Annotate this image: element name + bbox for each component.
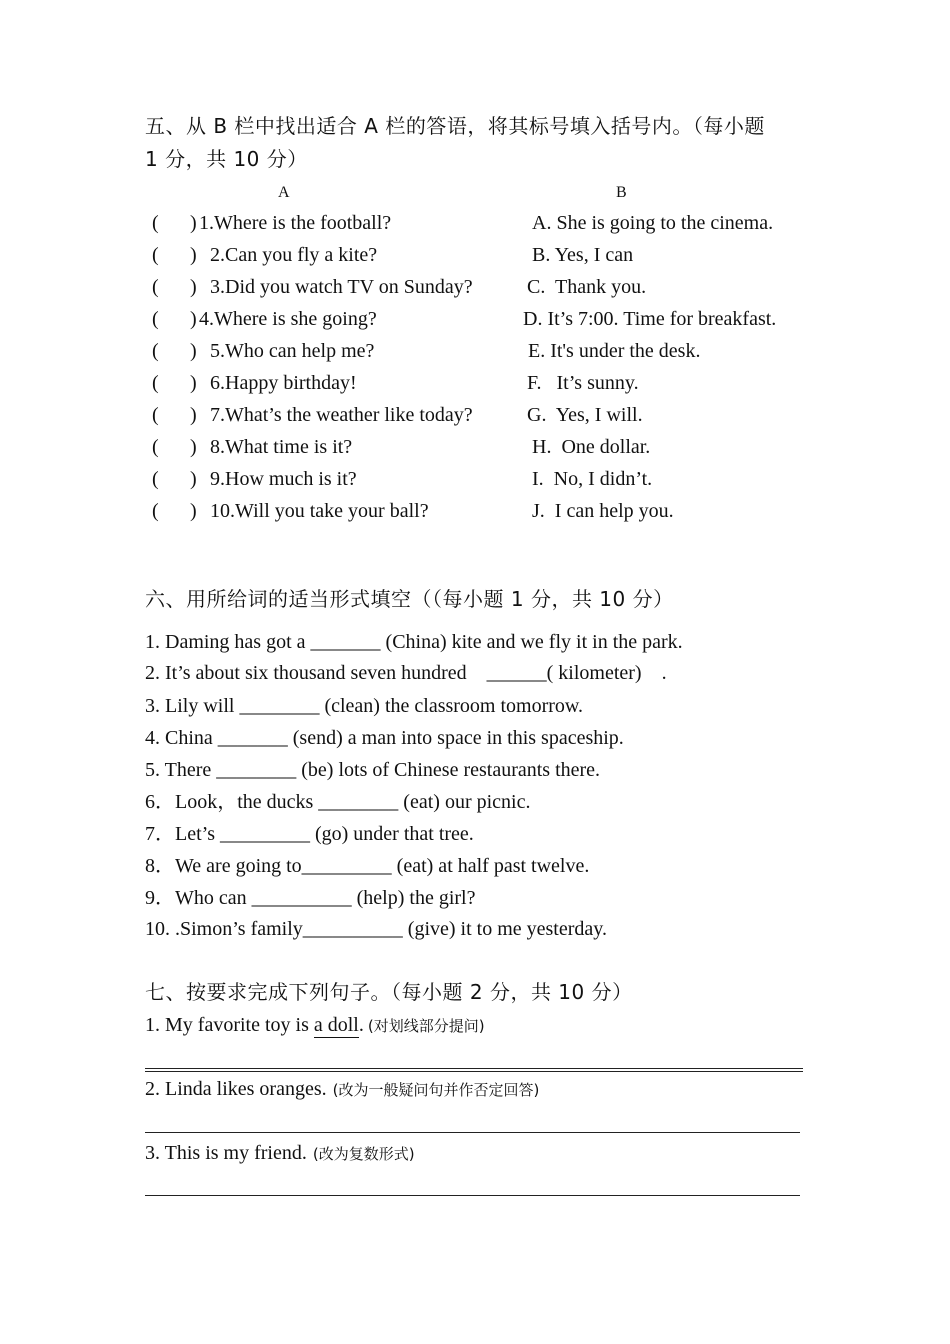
- question-3: 3.Did you watch TV on Sunday?: [210, 276, 473, 298]
- answer-paren-open: (: [152, 340, 159, 362]
- answer-paren-open: (: [152, 372, 159, 394]
- fill-item-10: 10. .Simon’s family__________ (give) it to me yesterday.: [145, 918, 607, 940]
- answer-paren-close: ): [190, 372, 197, 394]
- answer-paren-close: ): [190, 340, 197, 362]
- column-b-label: B: [616, 184, 627, 201]
- sentence-1-period: .: [358, 1014, 364, 1036]
- answer-paren-open: (: [152, 468, 159, 490]
- answer-paren-close: ): [190, 244, 197, 266]
- answer-paren-open: (: [152, 436, 159, 458]
- sentence-task-3: [145, 1143, 415, 1163]
- answer-h: H. One dollar.: [532, 436, 651, 458]
- section7-heading: 七、按要求完成下列句子。（每小题 2 分，共 10 分）: [145, 980, 633, 1004]
- answer-paren-open: (: [152, 244, 159, 266]
- question-8: 8.What time is it?: [210, 436, 353, 458]
- answer-paren-close: ): [190, 308, 197, 330]
- fill-item-7: 7．Let’s _________ (go) under that tree.: [145, 823, 474, 845]
- sentence-3-instruction: (改为复数形式): [312, 1145, 415, 1163]
- answer-j: J. I can help you.: [532, 500, 674, 522]
- sentence-task-2: [145, 1079, 539, 1099]
- answer-paren-close: ): [190, 404, 197, 426]
- sentence-2-text: 2. Linda likes oranges.: [145, 1078, 327, 1100]
- question-10: 10.Will you take your ball?: [210, 500, 429, 522]
- answer-paren-open: (: [152, 212, 159, 234]
- answer-paren-open: (: [152, 404, 159, 426]
- sentence-1-text: 1. My favorite toy is: [145, 1014, 314, 1036]
- sentence-task-1: [145, 1015, 485, 1035]
- answer-e: E. It's under the desk.: [528, 340, 701, 362]
- fill-item-4: 4. China _______ (send) a man into space in this spaceship.: [145, 727, 624, 749]
- section6-heading: 六、用所给词的适当形式填空（（每小题 1 分，共 10 分）: [145, 587, 674, 611]
- answer-paren-close: ): [190, 276, 197, 298]
- answer-paren-close: ): [190, 468, 197, 490]
- fill-item-9: 9．Who can __________ (help) the girl?: [145, 887, 476, 909]
- answer-paren-open: (: [152, 308, 159, 330]
- answer-a: A. She is going to the cinema.: [532, 212, 774, 234]
- answer-i: I. No, I didn’t.: [532, 468, 653, 490]
- answer-f: F. It’s sunny.: [527, 372, 639, 394]
- sentence-1-instruction: (对划线部分提问): [367, 1017, 485, 1035]
- question-4: 4.Where is she going?: [199, 308, 377, 330]
- answer-paren-close: ): [190, 436, 197, 458]
- fill-item-3: 3. Lily will ________ (clean) the classroom tomorrow.: [145, 695, 584, 717]
- answer-g: G. Yes, I will.: [527, 404, 643, 426]
- column-a-label: A: [278, 184, 290, 201]
- question-7: 7.What’s the weather like today?: [210, 404, 473, 426]
- section5-heading-line1: 五、从 B 栏中找出适合 A 栏的答语，将其标号填入括号内。（每小题: [145, 114, 765, 138]
- section5-heading-line2: 1 分，共 10 分）: [145, 147, 308, 171]
- question-2: 2.Can you fly a kite?: [210, 244, 378, 266]
- answer-line-2: [145, 1132, 800, 1133]
- answer-paren-open: (: [152, 500, 159, 522]
- answer-paren-close: ): [190, 212, 197, 234]
- answer-d: D. It’s 7:00. Time for breakfast.: [523, 308, 777, 330]
- answer-c: C. Thank you.: [527, 276, 647, 298]
- fill-item-2: 2. It’s about six thousand seven hundred ______( kilometer) .: [145, 662, 667, 684]
- fill-item-8: 8．We are going to_________ (eat) at half past twelve.: [145, 855, 590, 877]
- underlined-phrase: a doll: [313, 1014, 359, 1036]
- fill-item-5: 5. There ________ (be) lots of Chinese restaurants there.: [145, 759, 601, 781]
- fill-item-6: 6．Look，the ducks ________ (eat) our picnic.: [145, 791, 531, 813]
- question-9: 9.How much is it?: [210, 468, 357, 490]
- answer-paren-open: (: [152, 276, 159, 298]
- fill-item-1: 1. Daming has got a _______ (China) kite and we fly it in the park.: [145, 631, 683, 653]
- answer-paren-close: ): [190, 500, 197, 522]
- question-5: 5.Who can help me?: [210, 340, 375, 362]
- answer-line-1-double: [145, 1071, 803, 1072]
- sentence-3-text: 3. This is my friend.: [145, 1142, 307, 1164]
- sentence-2-instruction: (改为一般疑问句并作否定回答): [332, 1081, 540, 1099]
- question-6: 6.Happy birthday!: [210, 372, 357, 394]
- answer-b: B. Yes, I can: [532, 244, 634, 266]
- answer-line-1: [145, 1068, 803, 1069]
- answer-line-3: [145, 1195, 800, 1196]
- question-1: 1.Where is the football?: [199, 212, 392, 234]
